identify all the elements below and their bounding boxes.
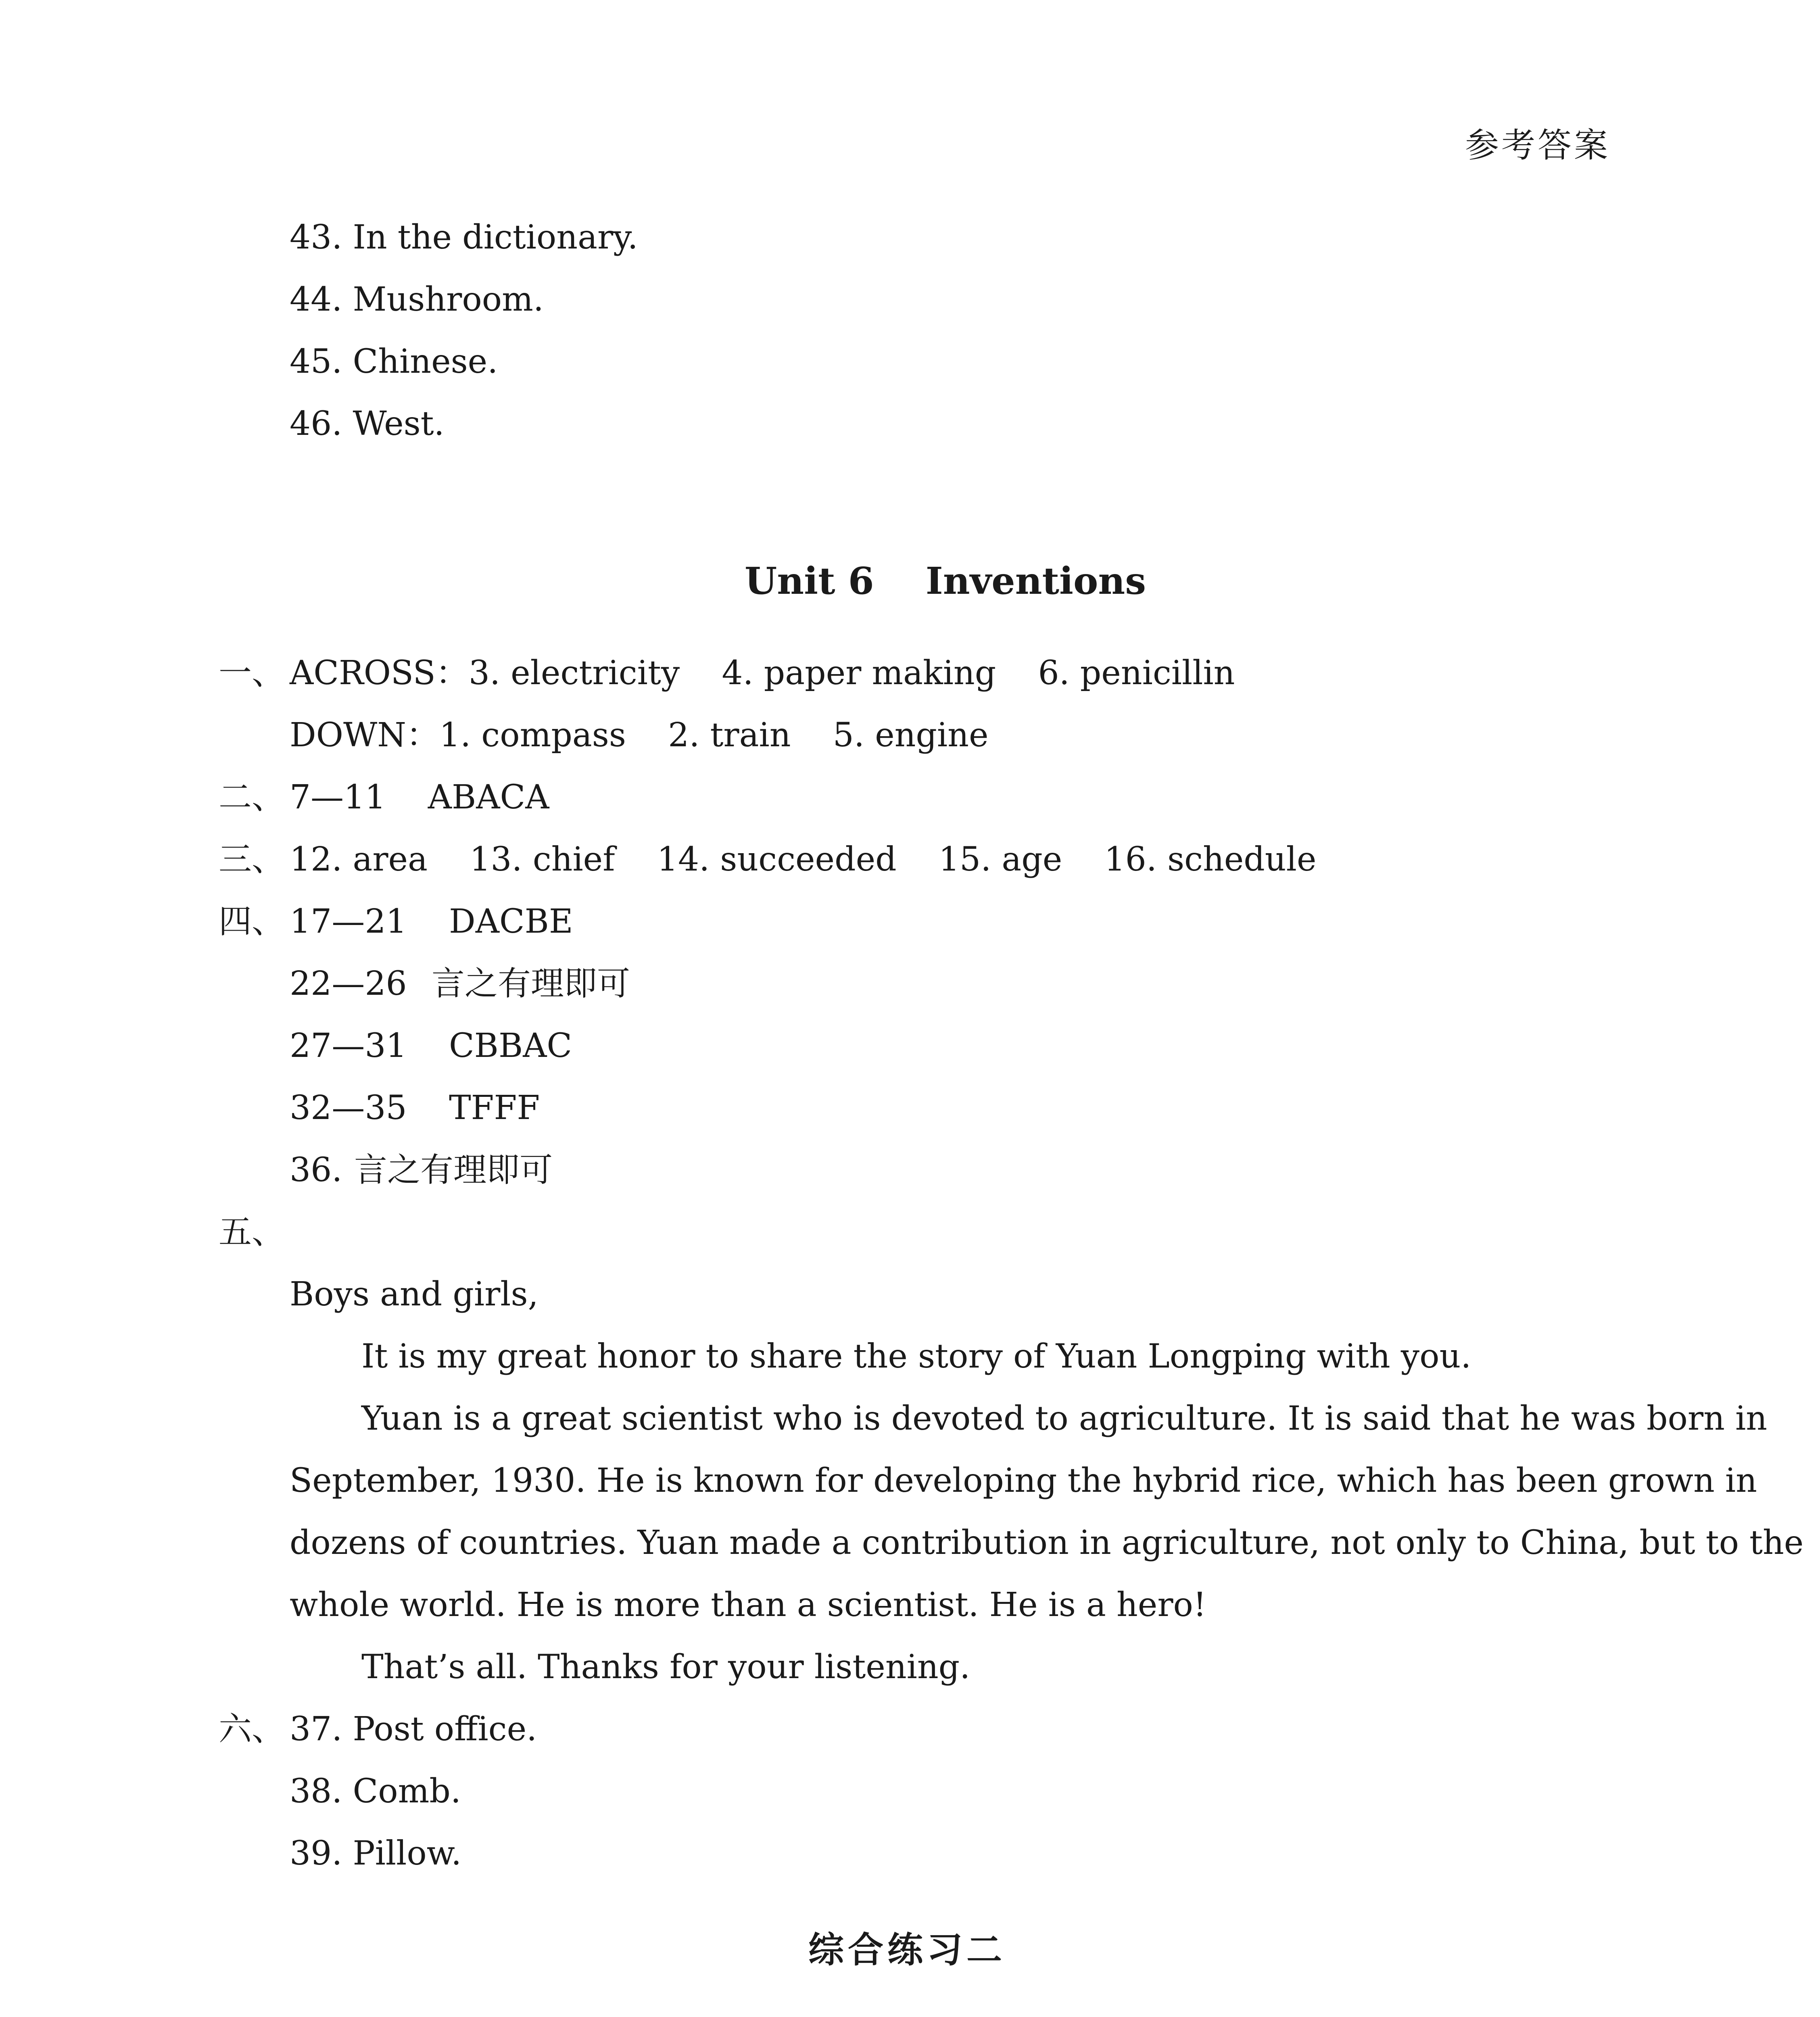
unit-title: Unit 6 Inventions [745, 559, 1146, 603]
section-2-answers: 7—11 ABACA [290, 778, 549, 816]
section-1-across: ACROSS：3. electricity 4. paper making 6. penicillin [290, 654, 1235, 692]
speech-paragraph-3: That’s all. Thanks for your listening. [361, 1648, 971, 1686]
speech-paragraph-1: It is my great honor to share the story of Yuan Longping with you. [361, 1337, 1471, 1376]
section-1-down: DOWN：1. compass 2. train 5. engine [290, 716, 989, 754]
section-6-line-1: 37. Post office. [290, 1710, 537, 1748]
section-2-label: 二、 [219, 778, 285, 816]
answer-46: 46. West. [290, 405, 445, 443]
section-3-answers: 12. area 13. chief 14. succeeded 15. age 16. schedule [290, 840, 1317, 879]
section-4-label: 四、 [219, 902, 285, 941]
section-4-line-4: 32—35 TFFF [290, 1089, 540, 1127]
section-6-line-3: 39. Pillow. [290, 1834, 462, 1873]
section-4-line-1: 17—21 DACBE [290, 902, 573, 941]
answer-43: 43. In the dictionary. [290, 218, 638, 257]
speech-paragraph-2-line-1: Yuan is a great scientist who is devoted to agriculture. It is said that he was born in [361, 1399, 1767, 1438]
section-4-line-5-text: 言之有理即可 [354, 1151, 553, 1189]
section-6-line-2: 38. Comb. [290, 1772, 461, 1810]
answer-45: 45. Chinese. [290, 342, 498, 381]
section-3-label: 三、 [219, 840, 285, 879]
section-4-line-2-num: 22—26 [290, 965, 407, 1003]
section-6-label: 六、 [219, 1710, 285, 1748]
section-4-line-5-num: 36. [290, 1151, 342, 1189]
page-header: 参考答案 [1465, 125, 1611, 165]
speech-paragraph-2-line-4: whole world. He is more than a scientist. He is a hero! [290, 1586, 1206, 1624]
review-title: 综合练习二 [808, 1929, 1006, 1971]
speech-paragraph-2-line-3: dozens of countries. Yuan made a contribution in agriculture, not only to China, but to the [290, 1524, 1804, 1562]
section-1-label: 一、 [219, 654, 285, 692]
speech-paragraph-2-line-2: September, 1930. He is known for developing the hybrid rice, which has been grown in [290, 1462, 1757, 1500]
speech-salutation: Boys and girls, [290, 1275, 538, 1313]
section-4-line-3: 27—31 CBBAC [290, 1027, 572, 1065]
section-4-line-2-text: 言之有理即可 [432, 965, 630, 1003]
answer-44: 44. Mushroom. [290, 280, 544, 319]
section-5-label: 五、 [219, 1213, 285, 1251]
